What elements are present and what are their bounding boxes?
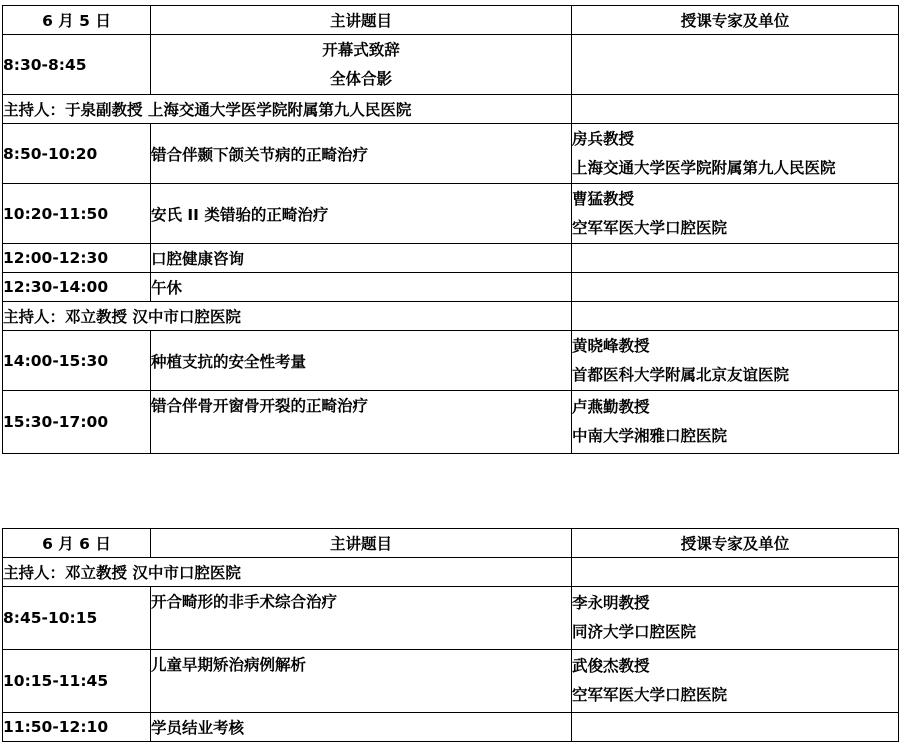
session-time: 12:00-12:30	[3, 244, 151, 273]
session-time: 15:30-17:00	[3, 391, 151, 454]
expert-cell	[572, 124, 899, 184]
expert-cell	[572, 331, 899, 391]
host-text: 主持人：于泉副教授 上海交通大学医学院附属第九人民医院	[3, 95, 572, 124]
session-time: 8:50-10:20	[3, 124, 151, 184]
expert-unit: 空军军医大学口腔医院	[572, 686, 728, 704]
host-text: 主持人：邓立教授 汉中市口腔医院	[3, 302, 572, 331]
table-row	[3, 713, 899, 742]
expert-cell	[572, 650, 899, 713]
session-topic: 错合伴颞下颌关节病的正畸治疗	[151, 124, 572, 184]
session-topic: 错合伴骨开窗骨开裂的正畸治疗	[151, 391, 572, 454]
session-topic: 午休	[151, 273, 572, 302]
expert-name: 黄晓峰教授	[572, 336, 650, 355]
expert-unit: 中南大学湘雅口腔医院	[572, 427, 728, 445]
table-row	[3, 244, 899, 273]
schedule-table-day2	[2, 528, 899, 742]
expert-cell	[572, 95, 899, 124]
expert-cell	[572, 244, 899, 273]
session-topic: 种植支抗的安全性考量	[151, 331, 572, 391]
expert-cell	[572, 35, 899, 95]
expert-name: 李永明教授	[572, 594, 650, 612]
session-topic: 学员结业考核	[151, 713, 572, 742]
expert-cell	[572, 587, 899, 650]
session-topic	[151, 35, 572, 95]
expert-unit: 空军军医大学口腔医院	[572, 218, 728, 237]
date-header: 6 月 6 日	[3, 529, 151, 558]
expert-name: 武俊杰教授	[572, 657, 650, 675]
table-row	[3, 273, 899, 302]
topic-line: 全体合影	[329, 69, 392, 88]
session-time: 14:00-15:30	[3, 331, 151, 391]
expert-name: 卢燕勤教授	[572, 398, 650, 416]
session-time: 10:15-11:45	[3, 650, 151, 713]
expert-cell	[572, 273, 899, 302]
host-text: 主持人：邓立教授 汉中市口腔医院	[3, 558, 572, 587]
topic-line: 开幕式致辞	[322, 40, 400, 59]
expert-cell	[572, 558, 899, 587]
session-time: 12:30-14:00	[3, 273, 151, 302]
session-topic: 儿童早期矫治病例解析	[151, 650, 572, 713]
topic-header: 主讲题目	[151, 6, 572, 35]
expert-unit: 首都医科大学附属北京友谊医院	[572, 365, 790, 384]
expert-cell	[572, 184, 899, 244]
session-time: 8:30-8:45	[3, 35, 151, 95]
table-row	[3, 124, 899, 184]
table-row	[3, 35, 899, 95]
host-row	[3, 302, 899, 331]
expert-unit: 同济大学口腔医院	[572, 623, 697, 641]
host-row	[3, 95, 899, 124]
expert-cell	[572, 391, 899, 454]
table-row	[3, 587, 899, 650]
session-topic: 开合畸形的非手术综合治疗	[151, 587, 572, 650]
expert-name: 房兵教授	[572, 129, 635, 148]
expert-cell	[572, 713, 899, 742]
date-header: 6 月 5 日	[3, 6, 151, 35]
host-row	[3, 558, 899, 587]
expert-header: 授课专家及单位	[572, 529, 899, 558]
expert-unit: 上海交通大学医学院附属第九人民医院	[572, 158, 836, 177]
session-topic: 安氏 II 类错骀的正畸治疗	[151, 184, 572, 244]
schedule-table-day1	[2, 5, 899, 454]
header-row	[3, 529, 899, 558]
session-time: 8:45-10:15	[3, 587, 151, 650]
topic-header: 主讲题目	[151, 529, 572, 558]
expert-name: 曹猛教授	[572, 189, 635, 208]
expert-cell	[572, 302, 899, 331]
session-time: 11:50-12:10	[3, 713, 151, 742]
table-row	[3, 391, 899, 454]
header-row	[3, 6, 899, 35]
expert-header: 授课专家及单位	[572, 6, 899, 35]
session-topic: 口腔健康咨询	[151, 244, 572, 273]
session-time: 10:20-11:50	[3, 184, 151, 244]
table-row	[3, 184, 899, 244]
table-row	[3, 331, 899, 391]
table-row	[3, 650, 899, 713]
